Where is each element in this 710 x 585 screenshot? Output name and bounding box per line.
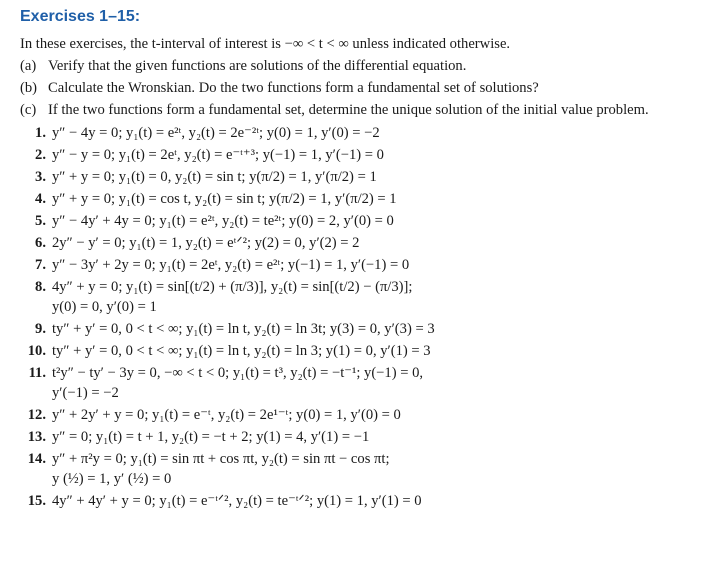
exercise-13 bbox=[20, 427, 692, 447]
exercise-8 bbox=[20, 277, 692, 317]
exercise-text: y″ − 3y′ + 2y = 0; y₁(t) = 2eᵗ, y₂(t) = e²ᵗ; y(−1) = 1, y′(−1) = 0 bbox=[52, 257, 410, 273]
exercise-number: 3. bbox=[35, 169, 46, 185]
exercise-number: 12. bbox=[27, 407, 46, 423]
exercise-14 bbox=[20, 449, 692, 489]
exercise-10 bbox=[20, 341, 692, 361]
exercise-15 bbox=[20, 491, 692, 511]
exercise-number: 14. bbox=[27, 451, 46, 467]
instruction-text: Verify that the given functions are solutions of the differential equation. bbox=[48, 58, 467, 74]
exercise-text: y″ + π²y = 0; y₁(t) = sin πt + cos πt, y₂(t) = sin πt − cos πt; bbox=[52, 451, 390, 467]
exercise-number: 4. bbox=[35, 191, 46, 207]
instruction-label: (b) bbox=[20, 80, 38, 96]
exercise-text: t²y″ − ty′ − 3y = 0, −∞ < t < 0; y₁(t) = t³, y₂(t) = −t⁻¹; y(−1) = 0, bbox=[52, 365, 424, 381]
exercise-text: 4y″ + y = 0; y₁(t) = sin[(t/2) + (π/3)], y₂(t) = sin[(t/2) − (π/3)]; bbox=[52, 279, 413, 295]
exercise-text: y″ − 4y = 0; y₁(t) = e²ᵗ, y₂(t) = 2e⁻²ᵗ; y(0) = 1, y′(0) = −2 bbox=[52, 125, 380, 141]
exercise-number: 13. bbox=[27, 429, 46, 445]
section-title: Exercises 1–15: bbox=[20, 8, 141, 25]
exercise-6 bbox=[20, 233, 692, 253]
instruction-b bbox=[20, 79, 692, 98]
exercise-3 bbox=[20, 167, 692, 187]
intro-text: In these exercises, the t-interval of interest is −∞ < t < ∞ unless indicated otherwise. bbox=[20, 36, 511, 52]
exercise-text: y″ + y = 0; y₁(t) = cos t, y₂(t) = sin t; y(π/2) = 1, y′(π/2) = 1 bbox=[52, 191, 397, 207]
instruction-label: (c) bbox=[20, 102, 37, 118]
instruction-label: (a) bbox=[20, 58, 37, 74]
exercise-text: 4y″ + 4y′ + y = 0; y₁(t) = e⁻ᵗᐟ², y₂(t) = te⁻ᵗᐟ²; y(1) = 1, y′(1) = 0 bbox=[52, 493, 422, 509]
exercise-1 bbox=[20, 123, 692, 143]
instruction-c bbox=[20, 101, 692, 120]
instruction-text: If the two functions form a fundamental set, determine the unique solution of the initial value problem. bbox=[48, 102, 649, 118]
exercise-text: 2y″ − y′ = 0; y₁(t) = 1, y₂(t) = eᵗᐟ²; y(2) = 0, y′(2) = 2 bbox=[52, 235, 360, 251]
exercise-5 bbox=[20, 211, 692, 231]
exercise-number: 8. bbox=[35, 279, 46, 295]
exercise-number: 9. bbox=[35, 321, 46, 337]
exercise-continuation: y (½) = 1, y′ (½) = 0 bbox=[52, 471, 172, 487]
exercise-continuation: y(0) = 0, y′(0) = 1 bbox=[52, 299, 157, 315]
exercise-number: 15. bbox=[27, 493, 46, 509]
exercise-number: 6. bbox=[35, 235, 46, 251]
exercise-2 bbox=[20, 145, 692, 165]
exercise-text: ty″ + y′ = 0, 0 < t < ∞; y₁(t) = ln t, y₂(t) = ln 3; y(1) = 0, y′(1) = 3 bbox=[52, 343, 431, 359]
exercise-number: 7. bbox=[35, 257, 46, 273]
exercise-list bbox=[20, 123, 692, 511]
exercise-text: y″ + 2y′ + y = 0; y₁(t) = e⁻ᵗ, y₂(t) = 2e¹⁻ᵗ; y(0) = 1, y′(0) = 0 bbox=[52, 407, 401, 423]
exercise-continuation: y′(−1) = −2 bbox=[52, 385, 119, 401]
exercise-text: y″ + y = 0; y₁(t) = 0, y₂(t) = sin t; y(π/2) = 1, y′(π/2) = 1 bbox=[52, 169, 377, 185]
exercise-11 bbox=[20, 363, 692, 403]
exercise-text: y″ = 0; y₁(t) = t + 1, y₂(t) = −t + 2; y(1) = 4, y′(1) = −1 bbox=[52, 429, 370, 445]
exercise-number: 11. bbox=[28, 365, 46, 381]
exercise-9 bbox=[20, 319, 692, 339]
exercise-text: ty″ + y′ = 0, 0 < t < ∞; y₁(t) = ln t, y₂(t) = ln 3t; y(3) = 0, y′(3) = 3 bbox=[52, 321, 435, 337]
exercise-number: 5. bbox=[35, 213, 46, 229]
exercise-number: 1. bbox=[35, 125, 46, 141]
instruction-a bbox=[20, 57, 692, 76]
exercise-text: y″ − y = 0; y₁(t) = 2eᵗ, y₂(t) = e⁻ᵗ⁺³; y(−1) = 1, y′(−1) = 0 bbox=[52, 147, 384, 163]
exercise-12 bbox=[20, 405, 692, 425]
exercise-text: y″ − 4y′ + 4y = 0; y₁(t) = e²ᵗ, y₂(t) = te²ᵗ; y(0) = 2, y′(0) = 0 bbox=[52, 213, 394, 229]
exercise-7 bbox=[20, 255, 692, 275]
instruction-text: Calculate the Wronskian. Do the two functions form a fundamental set of solutions? bbox=[48, 80, 539, 96]
exercise-number: 2. bbox=[35, 147, 46, 163]
exercise-number: 10. bbox=[27, 343, 46, 359]
exercise-4 bbox=[20, 189, 692, 209]
